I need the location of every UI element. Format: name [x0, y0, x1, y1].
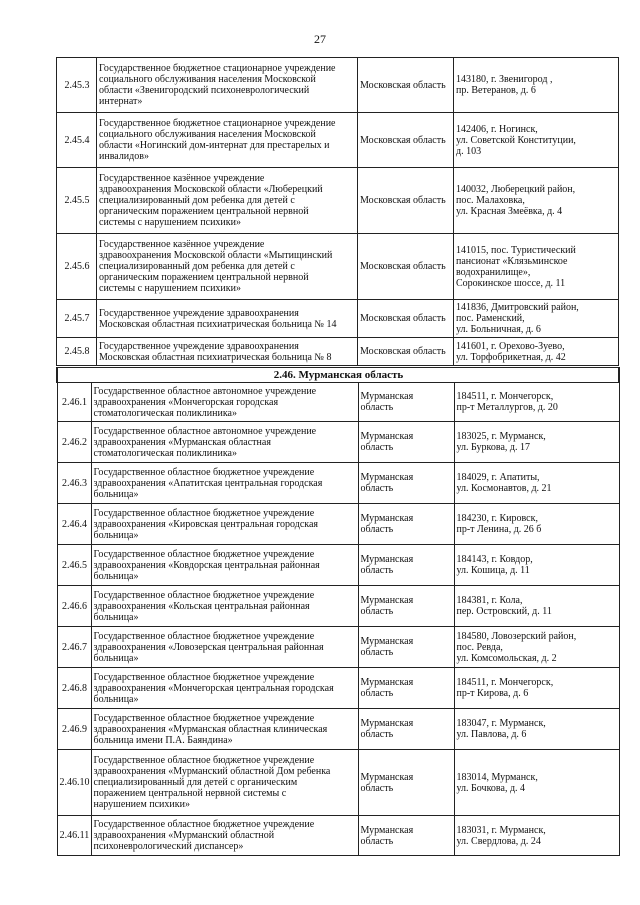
region-name: Московская область [358, 168, 454, 234]
row-number: 2.46.1 [57, 383, 91, 422]
region-name: Мурманская область [358, 709, 454, 750]
region-name: Московская область [358, 113, 454, 168]
row-number: 2.46.3 [57, 463, 91, 504]
address: 183031, г. Мурманск, ул. Свердлова, д. 24 [454, 816, 619, 856]
row-number: 2.46.11 [57, 816, 91, 856]
table-row [57, 383, 619, 422]
region-name: Московская область [358, 234, 454, 300]
row-number: 2.46.2 [57, 422, 91, 463]
section-header-row [57, 368, 619, 383]
row-number: 2.46.7 [57, 627, 91, 668]
organization-name: Государственное областное автономное учреждение здравоохранения «Мончегорская городская стоматологическая поликлиника» [91, 383, 358, 422]
region-name: Мурманская область [358, 627, 454, 668]
region-name: Мурманская область [358, 750, 454, 816]
address: 184143, г. Ковдор, ул. Кошица, д. 11 [454, 545, 619, 586]
table-row [57, 422, 619, 463]
address: 184029, г. Апатиты, ул. Космонавтов, д. 21 [454, 463, 619, 504]
organization-name: Государственное областное бюджетное учреждение здравоохранения «Кировская центральная городская больница» [91, 504, 358, 545]
organization-name: Государственное областное бюджетное учреждение здравоохранения «Кольская центральная районная больница» [91, 586, 358, 627]
table-row [57, 113, 619, 168]
organization-name: Государственное областное бюджетное учреждение здравоохранения «Апатитская центральная городская больница» [91, 463, 358, 504]
address: 184511, г. Мончегорск, пр-т Кирова, д. 6 [454, 668, 619, 709]
table-row [57, 168, 619, 234]
organization-name: Государственное областное бюджетное учреждение здравоохранения «Ковдорская центральная районная больница» [91, 545, 358, 586]
region-name: Московская область [358, 300, 454, 338]
section-title: 2.46. Мурманская область [57, 368, 619, 383]
address: 184511, г. Мончегорск, пр-т Металлургов, д. 20 [454, 383, 619, 422]
organization-name: Государственное областное бюджетное учреждение здравоохранения «Мончегорская центральная городская больница» [91, 668, 358, 709]
region-name: Мурманская область [358, 463, 454, 504]
address: 142406, г. Ногинск, ул. Советской Конституции, д. 103 [454, 113, 619, 168]
row-number: 2.46.10 [57, 750, 91, 816]
row-number: 2.45.4 [57, 113, 97, 168]
institutions-table-moscow [56, 57, 619, 366]
row-number: 2.46.5 [57, 545, 91, 586]
address: 141601, г. Орехово-Зуево, ул. Торфобрикетная, д. 42 [454, 338, 619, 366]
address: 140032, Люберецкий район, пос. Малаховка, ул. Красная Змеёвка, д. 4 [454, 168, 619, 234]
organization-name: Государственное учреждение здравоохранения Московская областная психиатрическая больница № 14 [97, 300, 358, 338]
row-number: 2.46.6 [57, 586, 91, 627]
region-name: Мурманская область [358, 586, 454, 627]
table-row [57, 463, 619, 504]
region-name: Московская область [358, 58, 454, 113]
row-number: 2.45.3 [57, 58, 97, 113]
table-row [57, 627, 619, 668]
address: 183047, г. Мурманск, ул. Павлова, д. 6 [454, 709, 619, 750]
address: 141836, Дмитровский район, пос. Раменский, ул. Больничная, д. 6 [454, 300, 619, 338]
region-name: Мурманская область [358, 816, 454, 856]
table-row [57, 234, 619, 300]
organization-name: Государственное областное бюджетное учреждение здравоохранения «Мурманский областной Дом ребенка специализированный для детей с органическим поражением центральной нервной системы с нарушением психики» [91, 750, 358, 816]
table-row [57, 545, 619, 586]
table-row [57, 58, 619, 113]
address: 184580, Ловозерский район, пос. Ревда, ул. Комсомольская, д. 2 [454, 627, 619, 668]
region-name: Мурманская область [358, 545, 454, 586]
organization-name: Государственное бюджетное стационарное учреждение социального обслуживания населения Московской области «Звенигородский психоневрологический интернат» [97, 58, 358, 113]
row-number: 2.46.8 [57, 668, 91, 709]
organization-name: Государственное областное бюджетное учреждение здравоохранения «Мурманский областной психоневрологический диспансер» [91, 816, 358, 856]
table-row [57, 750, 619, 816]
table-row [57, 300, 619, 338]
institutions-table-murmansk [56, 367, 620, 856]
table-row [57, 668, 619, 709]
row-number: 2.45.6 [57, 234, 97, 300]
address: 143180, г. Звенигород , пр. Ветеранов, д. 6 [454, 58, 619, 113]
address: 141015, пос. Туристический пансионат «Клязьминское водохранилище», Сорокинское шоссе, д. 11 [454, 234, 619, 300]
table-row [57, 504, 619, 545]
organization-name: Государственное учреждение здравоохранения Московская областная психиатрическая больница № 8 [97, 338, 358, 366]
address: 184381, г. Кола, пер. Островский, д. 11 [454, 586, 619, 627]
region-name: Мурманская область [358, 668, 454, 709]
region-name: Московская область [358, 338, 454, 366]
row-number: 2.45.8 [57, 338, 97, 366]
address: 184230, г. Кировск, пр-т Ленина, д. 26 б [454, 504, 619, 545]
organization-name: Государственное областное автономное учреждение здравоохранения «Мурманская областная стоматологическая поликлиника» [91, 422, 358, 463]
organization-name: Государственное бюджетное стационарное учреждение социального обслуживания населения Московской области «Ногинский дом-интернат для престарелых и инвалидов» [97, 113, 358, 168]
address: 183025, г. Мурманск, ул. Буркова, д. 17 [454, 422, 619, 463]
table-row [57, 338, 619, 366]
address: 183014, Мурманск, ул. Бочкова, д. 4 [454, 750, 619, 816]
region-name: Мурманская область [358, 422, 454, 463]
region-name: Мурманская область [358, 383, 454, 422]
organization-name: Государственное областное бюджетное учреждение здравоохранения «Мурманская областная клиническая больница имени П.А. Баяндина» [91, 709, 358, 750]
table-row [57, 816, 619, 856]
region-name: Мурманская область [358, 504, 454, 545]
row-number: 2.46.4 [57, 504, 91, 545]
page-number: 27 [314, 32, 326, 46]
organization-name: Государственное казённое учреждение здравоохранения Московской области «Мытищинский специализированный дом ребенка для детей с органическим поражением центральной нервной системы с нарушением психики» [97, 234, 358, 300]
row-number: 2.45.5 [57, 168, 97, 234]
row-number: 2.45.7 [57, 300, 97, 338]
row-number: 2.46.9 [57, 709, 91, 750]
table-row [57, 709, 619, 750]
organization-name: Государственное областное бюджетное учреждение здравоохранения «Ловозерская центральная районная больница» [91, 627, 358, 668]
table-row [57, 586, 619, 627]
organization-name: Государственное казённое учреждение здравоохранения Московской области «Люберецкий специализированный дом ребенка для детей с органическим поражением центральной нервной системы с нарушением психики» [97, 168, 358, 234]
